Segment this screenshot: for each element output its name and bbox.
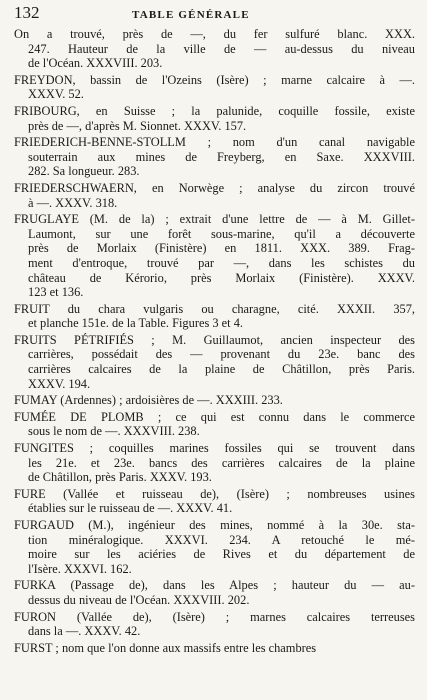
entry-line: les 21e. et 23e. bancs des carrières calcaires de la plaine: [28, 455, 415, 470]
entry-line: sous le nom de —. XXXVIII. 238.: [28, 424, 200, 439]
index-entry: [14, 518, 415, 576]
index-entry: [14, 181, 415, 210]
page-number: 132: [14, 3, 40, 22]
index-entry: [14, 393, 415, 408]
entry-line: tion minéralogique. XXXVI. 234. A retouché le mé-: [28, 532, 415, 547]
index-entry: [14, 441, 415, 485]
entry-line: carrières, possédait des — provenant du 23e. banc des: [28, 347, 415, 362]
index-entry: [14, 73, 415, 102]
index-entry: [14, 610, 415, 639]
page-header: [14, 3, 415, 25]
entry-line: près de Morlaix (Finistère) en 1811. XXX. 389. Frag-: [28, 241, 415, 256]
entry-line: FUMAY (Ardennes) ; ardoisières de —. XXXIII. 233.: [14, 393, 283, 408]
entry-line: ment d'entroque, trouvé par —, dans les schistes du: [28, 255, 415, 270]
index-entry: [14, 641, 415, 656]
entry-line: 282. Sa longueur. 283.: [28, 164, 140, 179]
entry-line: XXXV. 52.: [28, 87, 84, 102]
entry-line: FUNGITES ; coquilles marines fossiles qui se trouvent dans: [14, 441, 415, 456]
entry-line: FURE (Vallée et ruisseau de), (Isère) ; nombreuses usines: [14, 486, 415, 501]
entry-line: château de Kérorio, près Morlaix (Finistère). XXXV.: [28, 270, 415, 285]
entry-line: FRUIT du chara vulgaris ou charagne, cité. XXXII. 357,: [14, 301, 415, 316]
entry-line: FUMÉE DE PLOMB ; ce qui est connu dans le commerce: [14, 409, 415, 424]
entry-line: Laumont, sur une forêt sous-marine, qu'il a découverte: [28, 226, 415, 241]
entry-line: dans la —. XXXV. 42.: [28, 624, 141, 639]
entry-line: FREYDON, bassin de l'Ozeins (Isère) ; marne calcaire à —.: [14, 72, 415, 87]
entry-line: FRUITS PÉTRIFIÉS ; M. Guillaumot, ancien inspecteur des: [14, 332, 415, 347]
entry-line: moire sur les aciéries de Rives et du département de: [28, 547, 415, 562]
running-title: TABLE GÉNÉRALE: [132, 9, 250, 21]
index-entry: [14, 27, 415, 71]
entry-line: l'Isère. XXXVI. 162.: [28, 561, 132, 576]
entry-line: 123 et 136.: [28, 285, 84, 300]
index-entries: [14, 27, 415, 655]
index-entry: [14, 135, 415, 179]
entry-line: FURKA (Passage de), dans les Alpes ; hauteur du — au-: [14, 578, 415, 593]
index-entry: [14, 302, 415, 331]
index-entry: [14, 410, 415, 439]
entry-line: FRIBOURG, en Suisse ; la palunide, coquille fossile, existe: [14, 103, 415, 118]
entry-line: dessus du niveau de l'Océan. XXXVIII. 202.: [28, 592, 250, 607]
entry-line: de Châtillon, près Paris. XXXV. 193.: [28, 470, 212, 485]
entry-line: FRIEDERICH-BENNE-STOLLM ; nom d'un canal navigable: [14, 135, 415, 150]
entry-line: établies sur le ruisseau de —. XXXV. 41.: [28, 501, 233, 516]
index-entry: [14, 104, 415, 133]
entry-line: et planche 151e. de la Table. Figures 3 et 4.: [28, 316, 243, 331]
index-entry: [14, 578, 415, 607]
index-entry: [14, 333, 415, 391]
index-entry: [14, 212, 415, 300]
entry-line: FURST ; nom que l'on donne aux massifs entre les chambres: [14, 640, 317, 655]
entry-line: XXXV. 194.: [28, 376, 91, 391]
entry-line: à —. XXXV. 318.: [28, 195, 118, 210]
entry-line: On a trouvé, près de —, du fer sulfuré blanc. XXX.: [14, 27, 415, 41]
entry-line: FURGAUD (M.), ingénieur des mines, nommé à la 30e. sta-: [14, 518, 415, 532]
entry-line: 247. Hauteur de la ville de — au-dessus du niveau: [28, 41, 415, 56]
entry-line: carrières calcaires de la plaine de Châtillon, près Paris.: [28, 362, 415, 377]
index-entry: [14, 487, 415, 516]
entry-line: FRUGLAYE (M. de la) ; extrait d'une lettre de — à M. Gillet-: [14, 212, 415, 227]
entry-line: près de —, d'après M. Sionnet. XXXV. 157.: [28, 118, 247, 133]
entry-line: FURON (Vallée de), (Isère) ; marnes calcaires terreuses: [14, 609, 415, 624]
entry-line: de l'Océan. XXXVIII. 203.: [28, 56, 163, 71]
entry-line: FRIEDERSCHWAERN, en Norwège ; analyse du zircon trouvé: [14, 180, 415, 195]
entry-line: souterrain aux mines de Freyberg, en Saxe. XXXVIII.: [28, 149, 415, 164]
